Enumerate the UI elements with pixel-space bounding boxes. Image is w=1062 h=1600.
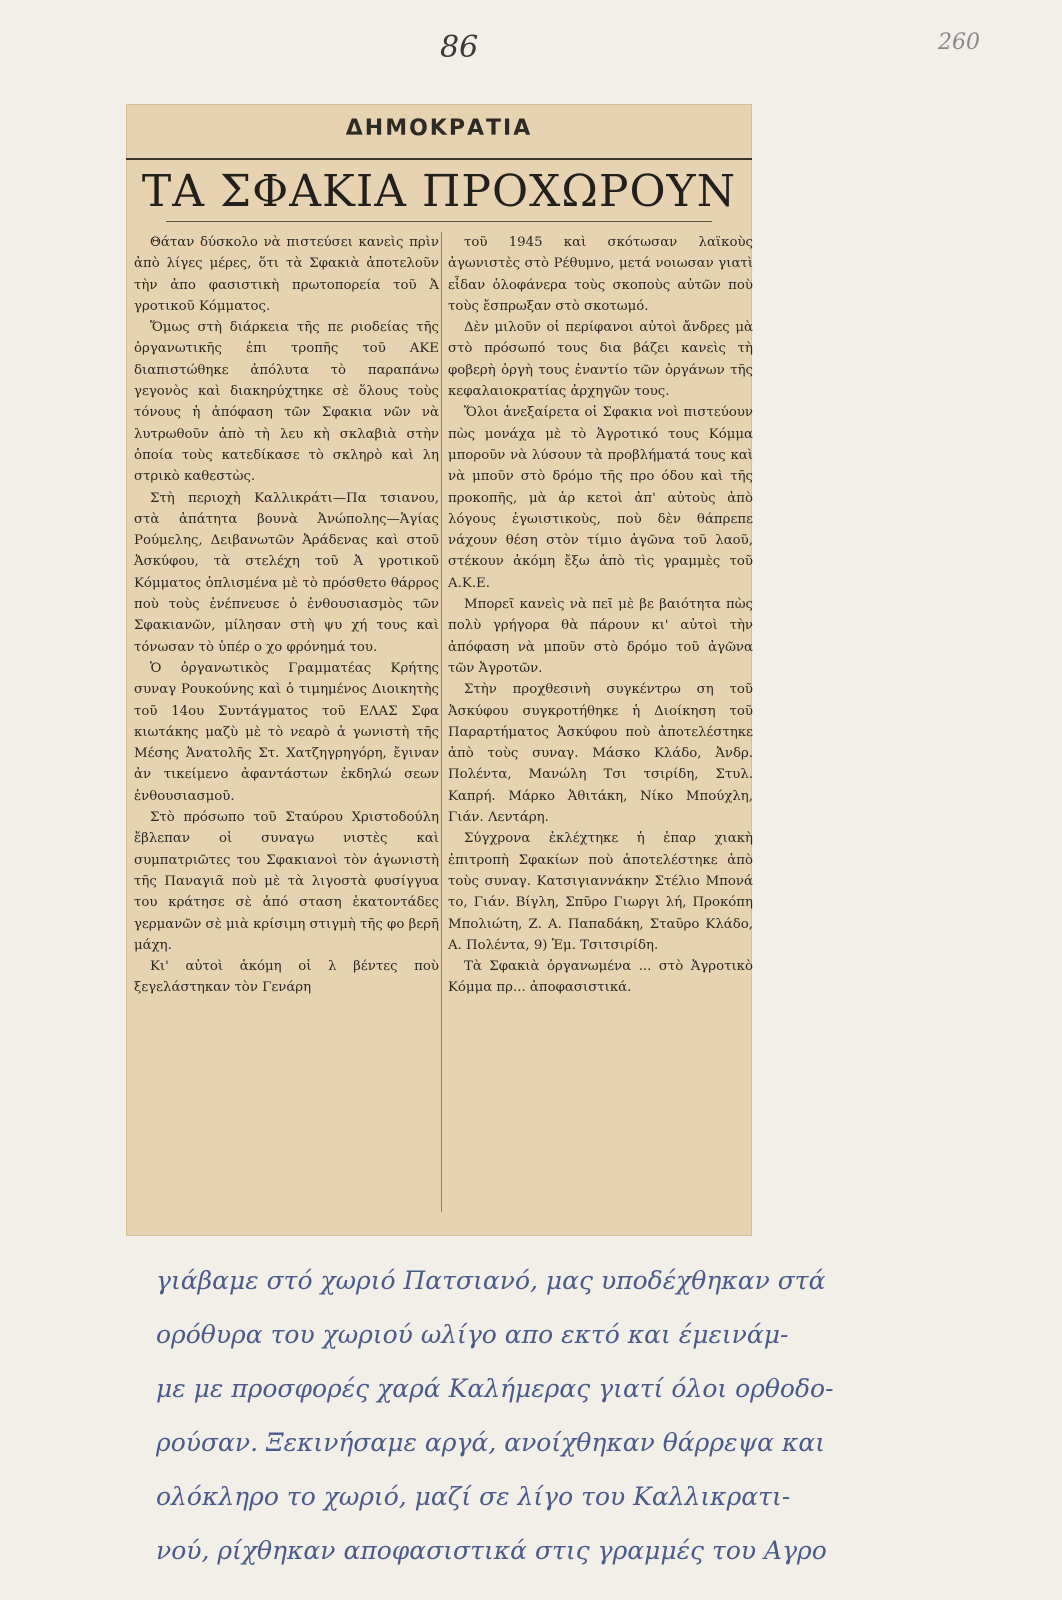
masthead-rule [126,158,752,160]
article-column-left [134,232,439,999]
newspaper-masthead: ΔΗΜΟΚΡΑΤΙΑ [345,116,533,141]
handwritten-line: ολόκληρο το χωριό, μαζί σε λίγο του Καλλικρατι- [156,1482,791,1511]
handwritten-line: γιάβαμε στό χωριό Πατσιανό, μας υποδέχθηκαν στά [156,1266,826,1295]
paragraph: Μπορεῖ κανεὶς νὰ πεῖ μὲ βε βαιότητα πὼς πολὺ γρήγορα θὰ πάρουν κι' αὐτοὶ τὴν ἀπόφαση νὰ μποῦν στὸ δρόμο τοῦ ἀγῶνα τῶν Ἀγροτῶν. [448,597,753,676]
newspaper-clipping [126,104,752,1236]
paragraph: Στὴ περιοχὴ Καλλικράτι—Πα τσιανου, στὰ ἀπάτητα βουνὰ Ἀνώπολης—Ἁγίας Ρούμελης, Δειβανωτῶν Ἀράδενας καὶ στοῦ Ἀσκύφου, τὰ στελέχη τοῦ Ἀ γροτικοῦ Κόμματος ὁπλισμένα μὲ τὸ πρόσθετο θάρρος ποὺ τοὺς ἐνέπνευσε ὁ ἐνθουσιασμὸς τῶν Σφακιανῶν, μίλησαν στὴ ψυ χή τους καὶ τόνωσαν τὸ ὑπέρ ο χο φρόνημά του. [134,490,439,655]
paragraph: Ὅλοι ἀνεξαίρετα οἱ Σφακια νοὶ πιστεύουν πὼς μονάχα μὲ τὸ Ἀγροτικό τους Κόμμα μποροῦν νὰ λύσουν τὰ προβλήματά τους καὶ νὰ μποῦν στὸ δρόμο τῆς προ όδου καὶ τῆς προκοπῆς, μὰ ἀρ κετοὶ ἀπ' αὐτοὺς ἀπὸ λόγους ἐγωιστικοὺς, ποὺ δὲν θάπρεπε νάχουν θέση στὸν τίμιο ἀγῶνα τοῦ λαοῦ, στέκουν ἀκόμη ἔξω ἀπὸ τὶς γραμμὲς τοῦ Α.Κ.Ε. [448,405,753,591]
paragraph: Σύγχρονα ἐκλέχτηκε ἡ ἐπαρ χιακὴ ἐπιτροπὴ Σφακίων ποὺ ἀποτελέστηκε ἀπὸ τοὺς συναγ. Κατσιγιαννάκην Στέλιο Μπονά το, Γιάν. Βίγλη, Σπῦρο Γιωργι λή, Προκόπη Μπολιώτη, Ζ. Α. Παπαδάκη, Σταῦρο Κλάδο, Α. Πολέντα, 9) Ἐμ. Τσιτσιρίδη. [448,831,753,953]
paragraph: Δὲν μιλοῦν οἱ περίφανοι αὐτοὶ ἄνδρες μὰ στὸ πρόσωπό τους δια βάζει κανεὶς τὴ φοβερὴ ὀργὴ τους ἐναντίο τῶν ὀργάνων τῆς κεφαλαιοκρατίας ἀρχηγῶν τους. [448,320,753,400]
paragraph: Ὁ ὀργανωτικὸς Γραμματέας Κρήτης συναγ Ρουκούνης καὶ ὁ τιμημένος Διοικητὴς τοῦ 14ου Συντάγματος τοῦ ΕΛΑΣ Σφα κιωτάκης μαζὺ μὲ τὸ νεαρὸ ἀ γωνιστὴ τῆς Μέσης Ἀνατολῆς Στ. Χατζηγρηγόρη, ἔγιναν ἀν τικείμενο ἀφαντάστων ἐκδηλώ σεων ἐνθουσιασμοῦ. [134,660,439,804]
handwritten-line: ορόθυρα του χωριού ωλίγο απο εκτό και έμεινάμ- [156,1320,789,1349]
handwritten-line: ρούσαν. Ξεκινήσαμε αργά, ανοίχθηκαν θάρρεψα και [156,1428,826,1457]
article-headline: ΤΑ ΣΦΑΚΙΑ ΠΡΟΧΩΡΟΥΝ [141,166,737,217]
page-number: 86 [440,30,479,65]
handwritten-line: με με προσφορές χαρά Καλήμερας γιατί όλοι ορθοδο- [156,1374,834,1403]
folio-number: 260 [938,30,980,55]
article-column-right [448,232,753,999]
paragraph: τοῦ 1945 καὶ σκότωσαν λαϊκοὺς ἀγωνιστὲς στὸ Ρέθυμνο, μετά νοιωσαν γιατὶ εἶδαν ὁλοφάνερα τοὺς σκοποὺς αὐτῶν ποὺ τοὺς ἔσπρωξαν στὸ σκοτωμό. [448,235,753,314]
headline-rule [166,221,712,222]
handwritten-note [156,1254,1036,1578]
paragraph: Στὸ πρόσωπο τοῦ Σταύρου Χριστοδούλη ἔβλεπαν οἱ συναγω νιστὲς καὶ συμπατριῶτες του Σφακιανοὶ τὸν ἀγωνιστὴ τῆς Παναγιᾶ ποὺ μὲ τὰ λιγοστὰ φυσίγγυα του κράτησε σὲ ἀπό σταση ἑκατοντάδες γερμανῶν σὲ μιὰ κρίσιμη στιγμὴ τῆς φο βερῆ μάχη. [134,810,439,953]
paragraph: Θάταν δύσκολο νὰ πιστεύσει κανεὶς πρὶν ἀπὸ λίγες μέρες, ὅτι τὰ Σφακιὰ ἀποτελοῦν τὴν ἀπο φασιστικὴ πρωτοπορεία τοῦ Ἀ γροτικοῦ Κόμματος. [134,235,439,314]
column-divider [441,232,442,1212]
paragraph: Στὴν προχθεσινὴ συγκέντρω ση τοῦ Ἀσκύφου συγκροτήθηκε ἡ Διοίκηση τοῦ Παραρτήματος Ἀσκύφου ποὺ ἀποτελέστηκε ἀπὸ τοὺς συναγ. Μάσκο Κλάδο, Ἀνδρ. Πολέντα, Μανώλη Τσι τσιρίδη, Στυλ. Καπρή. Μάρκο Ἀθιτάκη, Νίκο Μπούχλη, Γιάν. Λεντάρη. [448,682,753,826]
handwritten-line: νού, ρίχθηκαν αποφασιστικά στις γραμμές του Αγρο [156,1536,827,1565]
paragraph: Κι' αὐτοὶ ἀκόμη οἱ λ βέντες ποὺ ξεγελάστηκαν τὸν Γενάρη [134,959,439,996]
paragraph: Τὰ Σφακιὰ ὀργανωμένα ... στὸ Ἀγροτικὸ Κόμμα πρ... ἀποφασιστικά. [448,959,753,996]
paragraph: Ὅμως στὴ διάρκεια τῆς πε ριοδείας τῆς ὀργανωτικῆς ἐπι τροπῆς τοῦ ΑΚΕ διαπιστώθηκε ἀπόλυτα τὸ παραπάνω γεγονὸς καὶ διακηρύχτηκε σὲ ὅλους τοὺς τόνους ἡ ἀπόφαση τῶν Σφακια νῶν νὰ λυτρωθοῦν ἀπὸ τὴ λευ κὴ σκλαβιὰ στὴν ὁποία τοὺς κατεδίκασε τὸ σκληρὸ καὶ λη στρικὸ καθεστὼς. [134,320,439,485]
